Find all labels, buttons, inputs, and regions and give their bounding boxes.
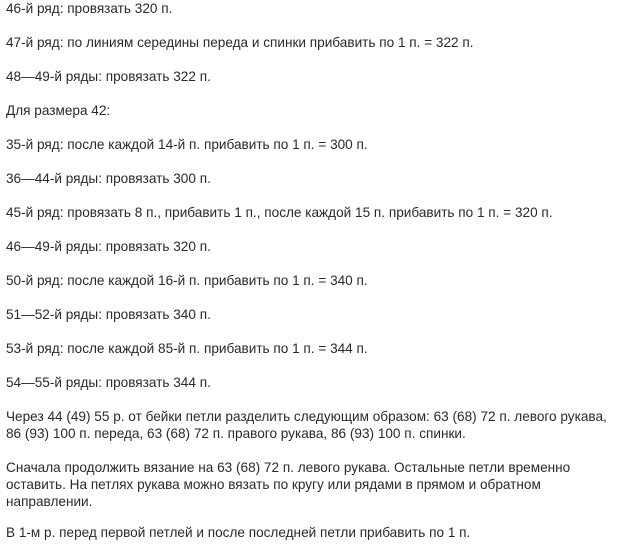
split-stitches-paragraph	[6, 408, 607, 442]
size-42-heading: Для размера 42:	[6, 103, 111, 118]
row-35: 35-й ряд: после каждой 14-й п. прибавить по 1 п. = 300 п.	[6, 137, 368, 152]
rows-46-49: 46—49-й ряды: провязать 320 п.	[6, 239, 211, 254]
rows-51-52: 51—52-й ряды: провязать 340 п.	[6, 307, 211, 322]
row-45: 45-й ряд: провязать 8 п., прибавить 1 п., после каждой 15 п. прибавить по 1 п. = 320 п.	[6, 205, 553, 220]
paragraph-line: 86 (93) 100 п. переда, 63 (68) 72 п. правого рукава, 86 (93) 100 п. спинки.	[6, 426, 466, 441]
row-53: 53-й ряд: после каждой 85-й п. прибавить по 1 п. = 344 п.	[6, 341, 368, 356]
paragraph-line: Через 44 (49) 55 р. от бейки петли разделить следующим образом: 63 (68) 72 п. левого рукава,	[6, 409, 607, 424]
rows-54-55: 54—55-й ряды: провязать 344 п.	[6, 375, 211, 390]
row-46: 46-й ряд: провязать 320 п.	[6, 1, 173, 16]
row-47: 47-й ряд: по линиям середины переда и спинки прибавить по 1 п. = 322 п.	[6, 35, 474, 50]
row-50: 50-й ряд: после каждой 16-й п. прибавить по 1 п. = 340 п.	[6, 273, 368, 288]
paragraph-line: Сначала продолжить вязание на 63 (68) 72 п. левого рукава. Остальные петли временно	[6, 460, 571, 475]
paragraph-line: направлении.	[6, 494, 93, 509]
rows-36-44: 36—44-й ряды: провязать 300 п.	[6, 171, 211, 186]
paragraph-line: оставить. На петлях рукава можно вязать по кругу или рядами в прямом и обратном	[6, 477, 541, 492]
paragraph-line: В 1-м р. перед первой петлей и после последней петли прибавить по 1 п.	[6, 525, 471, 540]
rows-48-49: 48—49-й ряды: провязать 322 п.	[6, 69, 211, 84]
first-row-paragraph	[6, 524, 470, 541]
sleeve-paragraph	[6, 459, 570, 510]
